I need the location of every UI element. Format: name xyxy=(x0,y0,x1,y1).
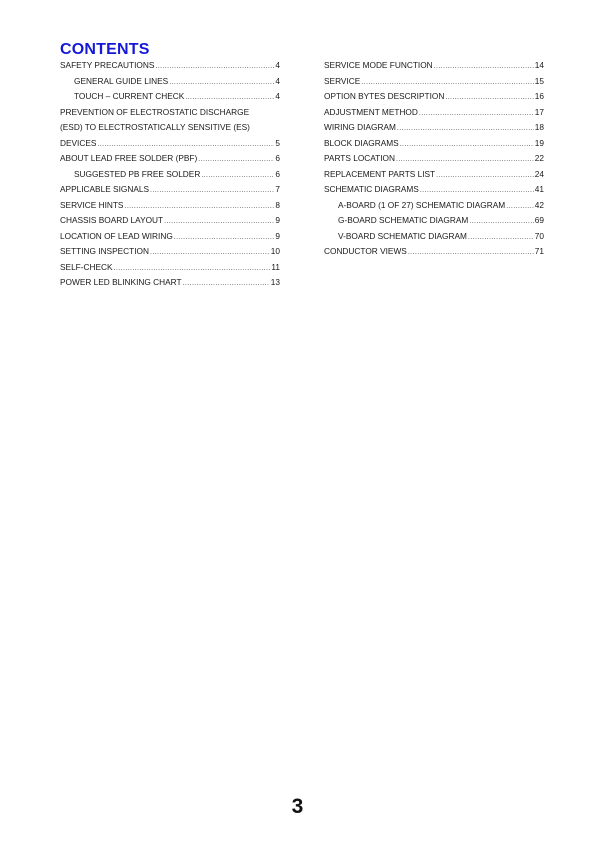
toc-entry[interactable] xyxy=(60,182,280,198)
toc-entry-label: SERVICE MODE FUNCTION xyxy=(324,60,433,70)
toc-entry-label: SERVICE HINTS xyxy=(60,199,124,210)
toc-entry-label: PREVENTION OF ELECTROSTATIC DISCHARGE xyxy=(60,106,250,117)
toc-entry-label: POWER LED BLINKING CHART xyxy=(60,277,182,287)
toc-entry-label: BLOCK DIAGRAMS xyxy=(324,137,399,148)
toc-entry-label: LOCATION OF LEAD WIRING xyxy=(60,230,173,241)
toc-entry-label: REPLACEMENT PARTS LIST xyxy=(324,168,436,179)
toc-entry-label: SETTING INSPECTION xyxy=(60,246,149,256)
toc-dot-leader xyxy=(408,245,534,261)
toc-entry-label: PARTS LOCATION xyxy=(324,153,395,163)
toc-dot-leader xyxy=(198,152,274,168)
toc-entry[interactable] xyxy=(60,120,280,136)
toc-dot-leader xyxy=(155,59,274,75)
toc-entry-page: 17 xyxy=(534,106,544,117)
toc-entry[interactable] xyxy=(60,213,280,229)
toc-dot-leader xyxy=(420,183,534,199)
toc-entry-page: 69 xyxy=(534,215,544,225)
toc-entry[interactable] xyxy=(60,151,280,167)
toc-entry-page: 9 xyxy=(275,215,280,225)
toc-dot-leader xyxy=(400,137,534,153)
toc-entry[interactable] xyxy=(324,74,544,90)
toc-dot-leader xyxy=(419,106,534,122)
toc-entry-page: 4 xyxy=(275,75,280,86)
toc-dot-leader xyxy=(150,183,274,199)
toc-entry-label: SUGGESTED PB FREE SOLDER xyxy=(74,168,201,179)
toc-dot-leader xyxy=(174,230,275,246)
toc-entry-page: 4 xyxy=(275,60,280,70)
toc-entry[interactable] xyxy=(60,167,280,183)
toc-dot-leader xyxy=(114,261,271,277)
toc-dot-leader xyxy=(124,199,274,215)
toc-entry-label: CONDUCTOR VIEWS xyxy=(324,246,407,256)
toc-dot-leader xyxy=(469,214,533,230)
toc-entry-label: GENERAL GUIDE LINES xyxy=(74,75,169,86)
toc-entry-label: V-BOARD SCHEMATIC DIAGRAM xyxy=(338,230,467,241)
toc-entry-label: SCHEMATIC DIAGRAMS xyxy=(324,184,419,194)
toc-entry-label: SAFETY PRECAUTIONS xyxy=(60,60,155,70)
toc-left-column xyxy=(60,58,280,291)
toc-entry-label: APPLICABLE SIGNALS xyxy=(60,184,150,194)
toc-dot-leader xyxy=(361,75,533,91)
toc-entry-page: 7 xyxy=(275,184,280,194)
toc-entry[interactable] xyxy=(324,151,544,167)
toc-entry[interactable] xyxy=(60,136,280,152)
contents-title: CONTENTS xyxy=(60,41,150,58)
toc-entry[interactable] xyxy=(324,198,544,214)
toc-entry[interactable] xyxy=(324,105,544,121)
toc-entry[interactable] xyxy=(324,58,544,74)
toc-entry-page: 5 xyxy=(275,137,280,148)
toc-entry-page: 10 xyxy=(270,246,280,256)
toc-dot-leader xyxy=(164,214,274,230)
toc-entry-page: 41 xyxy=(534,184,544,194)
toc-dot-leader xyxy=(97,137,274,153)
toc-right-column xyxy=(324,58,544,260)
toc-entry-label: ABOUT LEAD FREE SOLDER (PBF) xyxy=(60,153,198,163)
toc-dot-leader xyxy=(150,245,270,261)
toc-dot-leader xyxy=(397,121,534,137)
toc-dot-leader xyxy=(201,168,274,184)
toc-dot-leader xyxy=(445,90,533,106)
toc-entry[interactable] xyxy=(60,198,280,214)
toc-entry-label: WIRING DIAGRAM xyxy=(324,122,396,132)
toc-entry-page: 24 xyxy=(534,168,544,179)
toc-dot-leader xyxy=(506,199,534,215)
toc-entry-page: 11 xyxy=(271,261,280,272)
toc-entry-page: 9 xyxy=(275,230,280,241)
toc-entry-label: SERVICE xyxy=(324,75,361,86)
toc-entry[interactable] xyxy=(60,89,280,105)
toc-entry[interactable] xyxy=(60,105,280,121)
toc-entry-page: 14 xyxy=(534,60,544,70)
toc-entry-label: ADJUSTMENT METHOD xyxy=(324,106,418,117)
toc-entry[interactable] xyxy=(324,167,544,183)
toc-entry[interactable] xyxy=(324,120,544,136)
toc-entry-page: 16 xyxy=(534,91,544,101)
toc-entry[interactable] xyxy=(324,182,544,198)
toc-entry-page: 71 xyxy=(534,246,544,256)
toc-dot-leader xyxy=(396,152,534,168)
toc-dot-leader xyxy=(169,75,274,91)
toc-entry-page: 6 xyxy=(275,168,280,179)
page-number: 3 xyxy=(291,795,304,818)
toc-entry-label: A-BOARD (1 OF 27) SCHEMATIC DIAGRAM xyxy=(338,199,506,210)
toc-entry-page: 42 xyxy=(534,199,544,210)
toc-entry[interactable] xyxy=(324,229,544,245)
toc-entry[interactable] xyxy=(60,275,280,291)
toc-entry-label: G-BOARD SCHEMATIC DIAGRAM xyxy=(338,215,469,225)
toc-entry-page: 13 xyxy=(270,277,280,287)
toc-entry[interactable] xyxy=(60,244,280,260)
toc-dot-leader xyxy=(183,276,270,292)
toc-entry-page: 19 xyxy=(534,137,544,148)
toc-entry-page: 6 xyxy=(275,153,280,163)
toc-entry-label: CHASSIS BOARD LAYOUT xyxy=(60,215,164,225)
toc-entry[interactable] xyxy=(60,229,280,245)
toc-entry-page: 22 xyxy=(534,153,544,163)
toc-entry-page: 18 xyxy=(534,122,544,132)
toc-entry-label: OPTION BYTES DESCRIPTION xyxy=(324,91,445,101)
toc-entry[interactable] xyxy=(60,260,280,276)
toc-dot-leader xyxy=(436,168,534,184)
toc-entry-page: 15 xyxy=(534,75,544,86)
toc-entry-page: 8 xyxy=(275,199,280,210)
toc-entry-label: (ESD) TO ELECTROSTATICALLY SENSITIVE (ES) xyxy=(60,122,250,132)
toc-entry[interactable] xyxy=(324,89,544,105)
toc-entry-label: SELF-CHECK xyxy=(60,261,113,272)
toc-entry[interactable] xyxy=(60,58,280,74)
toc-entry[interactable] xyxy=(324,244,544,260)
toc-dot-leader xyxy=(185,90,274,106)
toc-entry[interactable] xyxy=(324,213,544,229)
toc-entry-page: 4 xyxy=(275,91,280,101)
toc-entry-label: DEVICES xyxy=(60,137,97,148)
toc-entry[interactable] xyxy=(324,136,544,152)
toc-dot-leader xyxy=(468,230,534,246)
toc-entry-label: TOUCH – CURRENT CHECK xyxy=(74,91,185,101)
toc-dot-leader xyxy=(434,59,534,75)
toc-entry-page: 70 xyxy=(534,230,544,241)
toc-entry[interactable] xyxy=(60,74,280,90)
